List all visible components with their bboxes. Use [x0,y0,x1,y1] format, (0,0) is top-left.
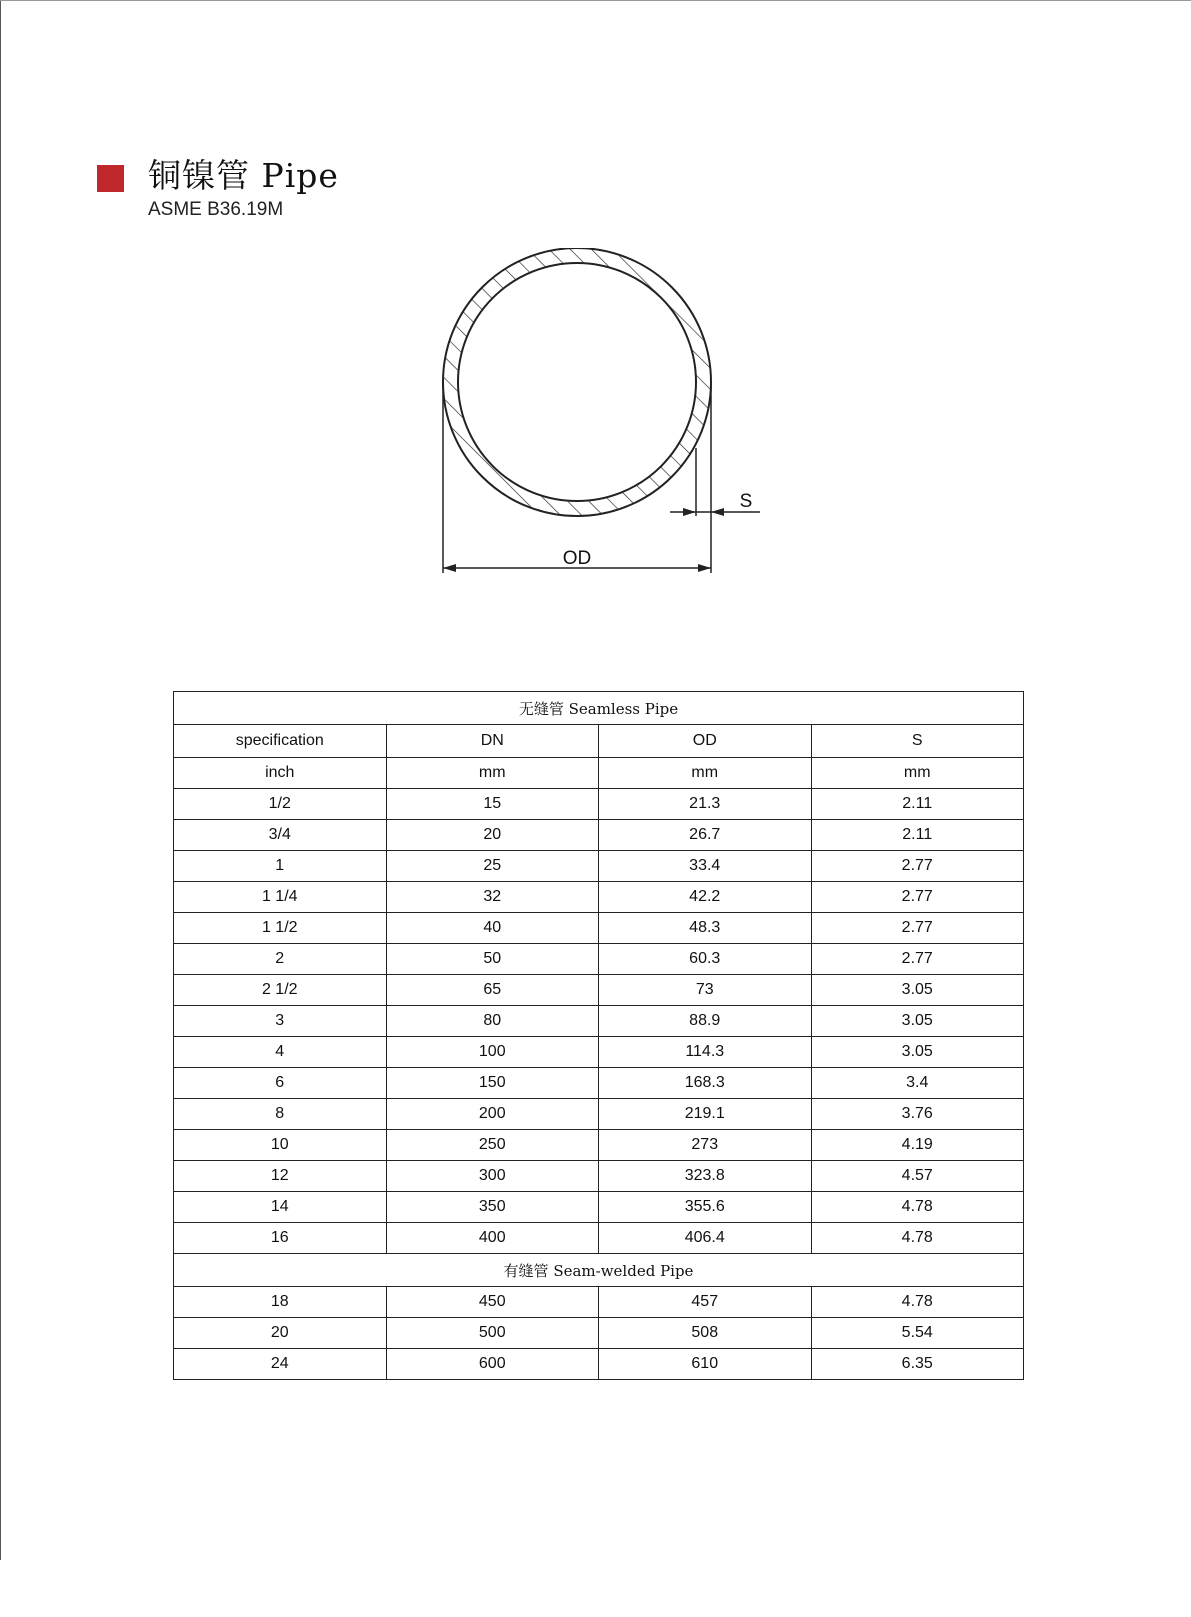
table-cell: 8 [174,1099,387,1130]
table-cell: 355.6 [599,1192,812,1223]
table-cell: 3/4 [174,820,387,851]
page-border-top [0,0,1191,1]
table-cell: 508 [599,1318,812,1349]
table-cell: 200 [386,1099,599,1130]
page-title: 铜镍管 Pipe [148,156,339,195]
column-header: OD [599,725,812,758]
table-section-row [174,692,1024,725]
pipe-cross-section-diagram [420,248,760,578]
table-row [174,913,1024,944]
table-cell: 273 [599,1130,812,1161]
table-cell: 4.19 [811,1130,1024,1161]
table-section-row [174,1254,1024,1287]
table-cell: 300 [386,1161,599,1192]
column-header: specification [174,725,387,758]
table-cell: 406.4 [599,1223,812,1254]
table-row [174,1006,1024,1037]
table-cell: 2 [174,944,387,975]
table-cell: 3.05 [811,1037,1024,1068]
table-row [174,1349,1024,1380]
table-cell: 6.35 [811,1349,1024,1380]
table-cell: 3.05 [811,975,1024,1006]
table-cell: 50 [386,944,599,975]
page-subtitle: ASME B36.19M [148,199,284,220]
table-cell: 40 [386,913,599,944]
table-row [174,1192,1024,1223]
table-cell: 26.7 [599,820,812,851]
table-cell: 150 [386,1068,599,1099]
table-cell: 4.57 [811,1161,1024,1192]
table-cell: 21.3 [599,789,812,820]
table-cell: 18 [174,1287,387,1318]
table-cell: 1 1/2 [174,913,387,944]
table-row [174,944,1024,975]
table-cell: 4.78 [811,1287,1024,1318]
table-cell: 42.2 [599,882,812,913]
table-cell: 350 [386,1192,599,1223]
table-cell: 610 [599,1349,812,1380]
table-row [174,1287,1024,1318]
table-cell: 2.77 [811,851,1024,882]
table-cell: 65 [386,975,599,1006]
table-cell: 168.3 [599,1068,812,1099]
table-row [174,1223,1024,1254]
unit-cell: mm [811,758,1024,789]
seamless-section-title: 无缝管 Seamless Pipe [174,692,1024,725]
table-cell: 20 [174,1318,387,1349]
table-row [174,1130,1024,1161]
table-cell: 32 [386,882,599,913]
unit-cell: inch [174,758,387,789]
table-row [174,1037,1024,1068]
table-cell: 2.77 [811,913,1024,944]
table-row [174,1161,1024,1192]
table-cell: 88.9 [599,1006,812,1037]
table-row [174,882,1024,913]
table-cell: 457 [599,1287,812,1318]
table-cell: 100 [386,1037,599,1068]
table-cell: 3 [174,1006,387,1037]
welded-section-title: 有缝管 Seam-welded Pipe [174,1254,1024,1287]
table-cell: 6 [174,1068,387,1099]
pipe-wall-hatching [420,248,740,528]
table-cell: 4.78 [811,1223,1024,1254]
column-header: S [811,725,1024,758]
table-cell: 500 [386,1318,599,1349]
table-units-row [174,758,1024,789]
table-header-row [174,725,1024,758]
table-cell: 33.4 [599,851,812,882]
table-cell: 323.8 [599,1161,812,1192]
table-cell: 16 [174,1223,387,1254]
table-row [174,789,1024,820]
table-cell: 15 [386,789,599,820]
table-cell: 1 [174,851,387,882]
table-cell: 600 [386,1349,599,1380]
table-cell: 24 [174,1349,387,1380]
table-cell: 5.54 [811,1318,1024,1349]
table-row [174,820,1024,851]
table-cell: 3.4 [811,1068,1024,1099]
table-cell: 2.77 [811,944,1024,975]
table-row [174,1068,1024,1099]
table-cell: 1 1/4 [174,882,387,913]
table-cell: 4.78 [811,1192,1024,1223]
table-row [174,975,1024,1006]
table-row [174,1099,1024,1130]
table-cell: 2.11 [811,820,1024,851]
unit-cell: mm [599,758,812,789]
table-cell: 2.77 [811,882,1024,913]
table-cell: 12 [174,1161,387,1192]
table-cell: 60.3 [599,944,812,975]
table-cell: 3.76 [811,1099,1024,1130]
table-cell: 250 [386,1130,599,1161]
table-cell: 2 1/2 [174,975,387,1006]
table-cell: 219.1 [599,1099,812,1130]
s-label: S [739,491,753,512]
unit-cell: mm [386,758,599,789]
table-cell: 1/2 [174,789,387,820]
section-marker-square [97,165,124,192]
table-row [174,851,1024,882]
table-cell: 25 [386,851,599,882]
table-cell: 80 [386,1006,599,1037]
table-cell: 3.05 [811,1006,1024,1037]
pipe-spec-table [173,691,1024,1380]
column-header: DN [386,725,599,758]
table-row [174,1318,1024,1349]
table-cell: 14 [174,1192,387,1223]
table-cell: 10 [174,1130,387,1161]
od-label: OD [562,548,592,569]
table-cell: 400 [386,1223,599,1254]
table-cell: 2.11 [811,789,1024,820]
page-border-left [0,0,1,1560]
table-cell: 73 [599,975,812,1006]
table-cell: 48.3 [599,913,812,944]
table-cell: 20 [386,820,599,851]
table-cell: 4 [174,1037,387,1068]
table-cell: 450 [386,1287,599,1318]
od-arrow-right [698,564,711,572]
table-cell: 114.3 [599,1037,812,1068]
od-arrow-left [443,564,456,572]
